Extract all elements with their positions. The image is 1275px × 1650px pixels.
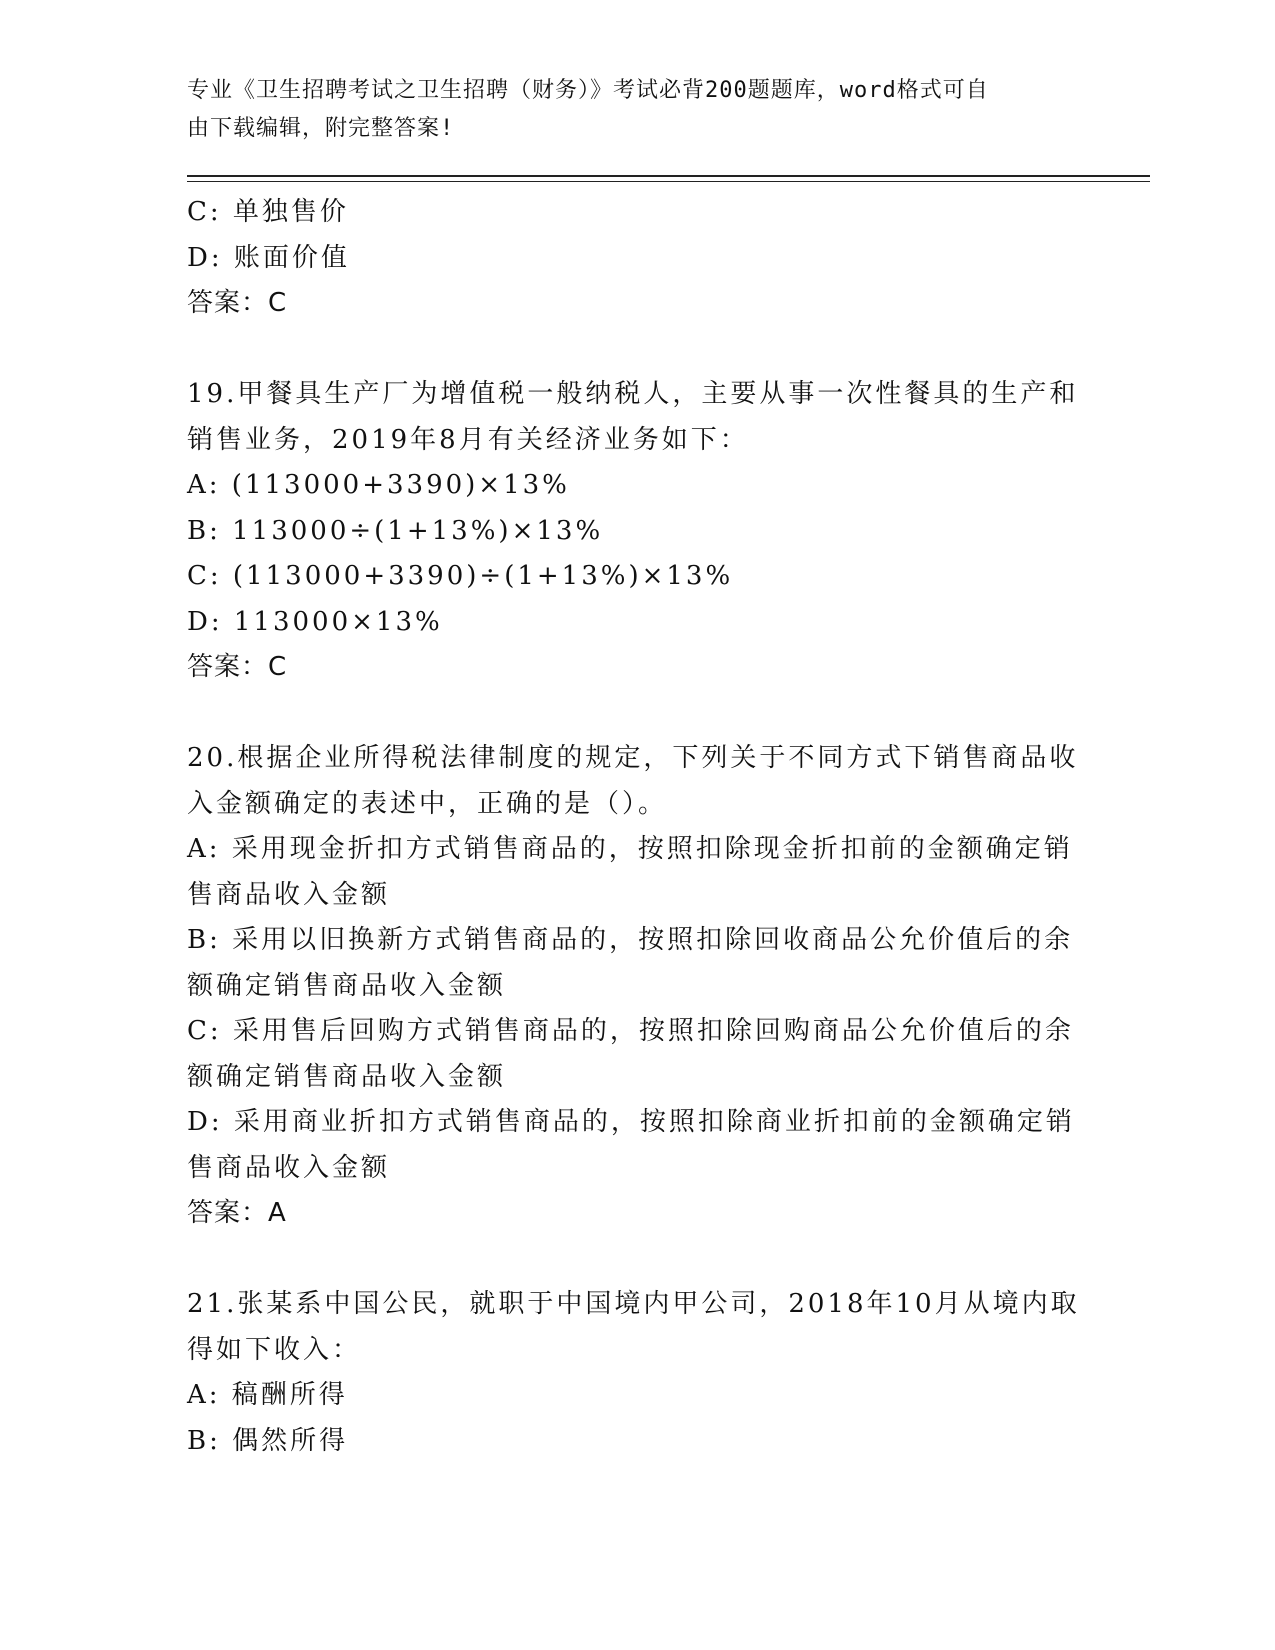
- option-c-line-1: C: 采用售后回购方式销售商品的，按照扣除回购商品公允价值后的余: [187, 1016, 1074, 1046]
- question-20: [187, 736, 1077, 1237]
- header-line-1: 专业《卫生招聘考试之卫生招聘（财务）》考试必背200题题库，word格式可自: [187, 78, 989, 103]
- question-text-line-2: 销售业务，2019年8月有关经济业务如下：: [187, 424, 749, 455]
- option-d-line-1: D: 采用商业折扣方式销售商品的，按照扣除商业折扣前的金额确定销: [187, 1107, 1075, 1137]
- answer-line: 答案：C: [187, 288, 288, 318]
- option-a: A: 稿酬所得: [187, 1380, 348, 1410]
- question-text-line-2: 得如下收入：: [187, 1334, 362, 1365]
- option-b: B: 偶然所得: [187, 1425, 349, 1456]
- option-b: B: 113000÷(1+13%)×13%: [187, 515, 604, 546]
- option-a-line-2: 售商品收入金额: [187, 879, 391, 910]
- question-text-line-1: 19.甲餐具生产厂为增值税一般纳税人，主要从事一次性餐具的生产和: [187, 379, 1079, 409]
- question-text-line-1: 20.根据企业所得税法律制度的规定，下列关于不同方式下销售商品收: [187, 743, 1079, 773]
- option-c-line-2: 额确定销售商品收入金额: [187, 1061, 507, 1092]
- header-line-2: 由下载编辑，附完整答案!: [187, 116, 455, 141]
- option-c: C: 单独售价: [187, 197, 349, 227]
- header-divider-thin: [187, 181, 1150, 182]
- option-d: D: 113000×13%: [187, 606, 443, 637]
- spacer: [187, 691, 1077, 737]
- option-d-line-2: 售商品收入金额: [187, 1152, 391, 1183]
- answer-line: 答案：A: [187, 1198, 287, 1228]
- option-a-line-1: A: 采用现金折扣方式销售商品的，按照扣除现金折扣前的金额确定销: [187, 834, 1073, 864]
- question-text-line-1: 21.张某系中国公民，就职于中国境内甲公司，2018年10月从境内取: [187, 1289, 1080, 1319]
- question-21: [187, 1282, 1080, 1464]
- option-d: D: 账面价值: [187, 242, 350, 273]
- question-19: [187, 372, 1077, 691]
- document-header: [187, 72, 1067, 148]
- option-b-line-1: B: 采用以旧换新方式销售商品的，按照扣除回收商品公允价值后的余: [187, 925, 1074, 955]
- option-a: A: (113000+3390)×13%: [187, 470, 570, 500]
- option-c: C: (113000+3390)÷(1+13%)×13%: [187, 561, 734, 591]
- option-b-line-2: 额确定销售商品收入金额: [187, 970, 507, 1001]
- answer-line: 答案：C: [187, 652, 288, 682]
- document-body: [187, 190, 1080, 1464]
- header-divider-thick: [187, 175, 1150, 177]
- question-text-line-2: 入金额确定的表述中，正确的是（）。: [187, 788, 668, 819]
- spacer: [187, 327, 1077, 373]
- spacer: [187, 1237, 1077, 1283]
- question-18-tail: [187, 190, 1077, 327]
